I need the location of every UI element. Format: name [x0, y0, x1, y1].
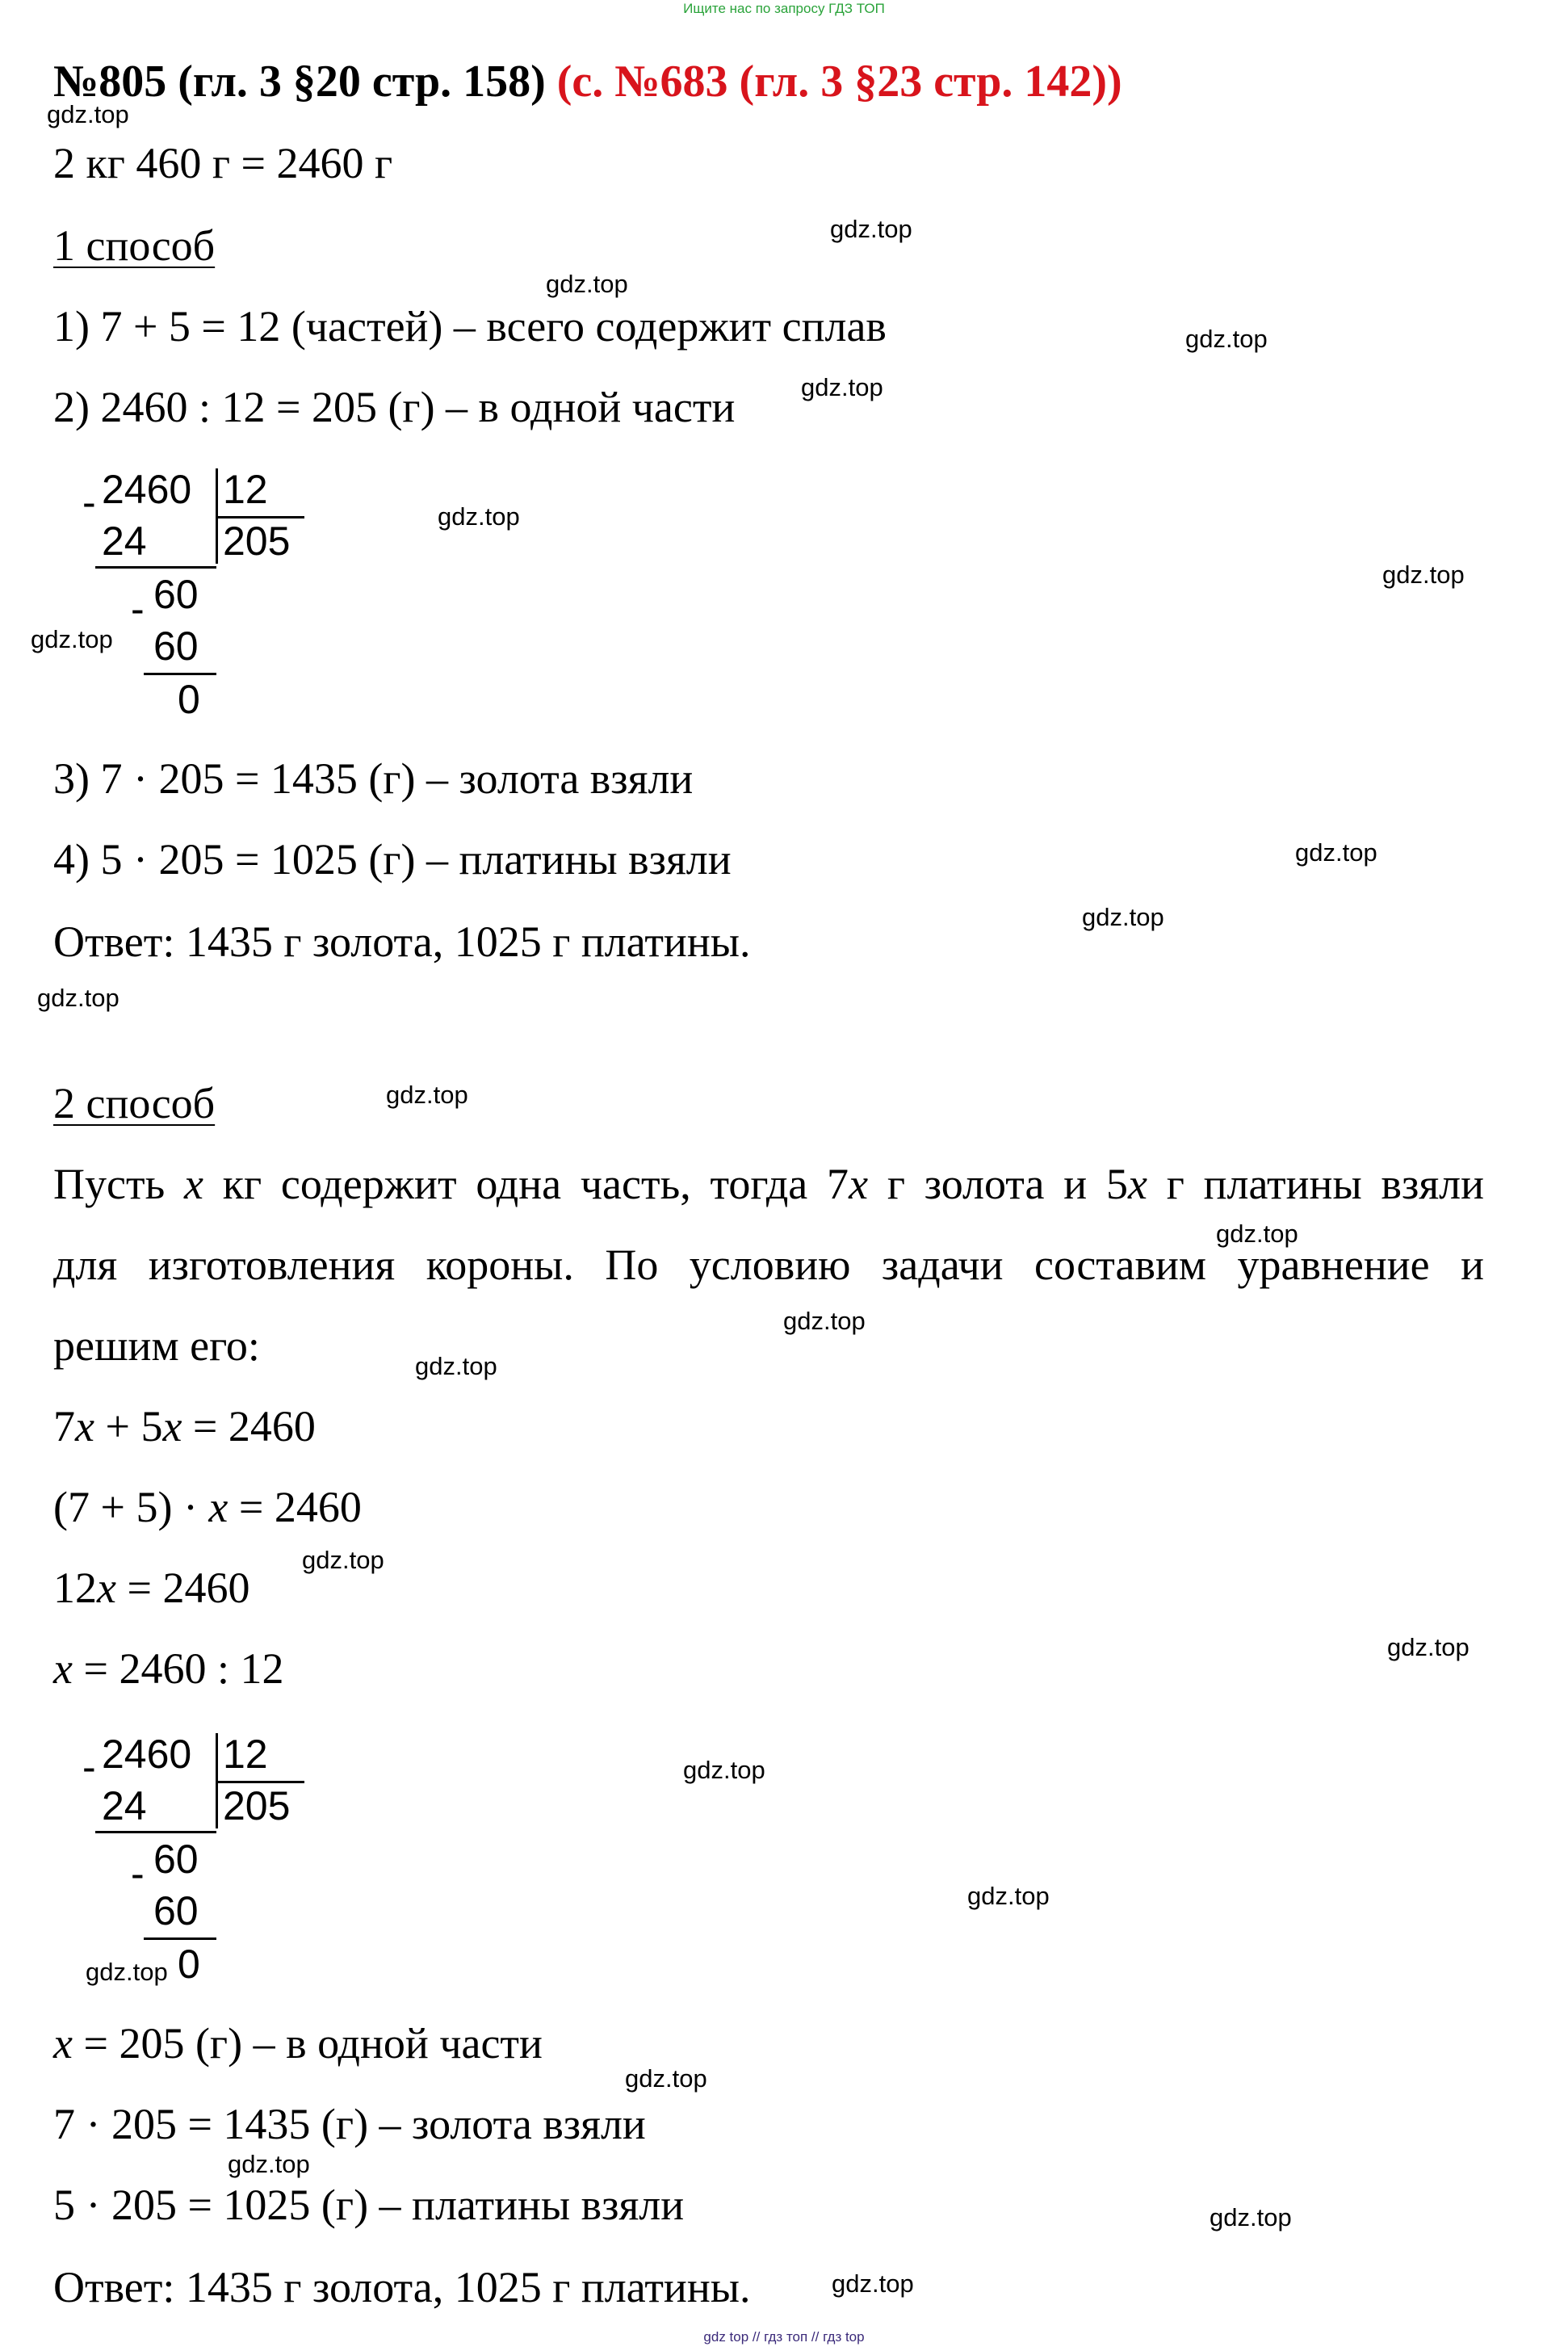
variable-x: x — [208, 1483, 228, 1531]
division2-divisor: 12 — [223, 1732, 268, 1777]
intro-var-3: x — [1127, 1160, 1147, 1208]
method1-step1: 1) 7 + 5 = 12 (частей) – всего содержит сплав — [53, 302, 887, 351]
division2-dividend: 2460 — [102, 1732, 192, 1777]
division-minus: - — [82, 480, 96, 525]
watermark: gdz.top — [830, 215, 912, 243]
intro-text-4: г платины взяли — [1166, 1160, 1485, 1208]
watermark: gdz.top — [415, 1352, 497, 1380]
intro-text-3: г золота и 5 — [887, 1160, 1128, 1208]
method1-heading: 1 способ — [53, 221, 216, 270]
division-line-1 — [95, 566, 216, 569]
watermark: gdz.top — [1295, 838, 1377, 867]
title-main: №805 (гл. 3 §20 стр. 158) — [53, 57, 546, 107]
watermark: gdz.top — [47, 100, 129, 128]
watermark: gdz.top — [1185, 325, 1268, 353]
equation-4: x = 2460 : 12 — [53, 1644, 284, 1693]
division-minus-2: - — [131, 586, 145, 632]
result-2: 7 · 205 = 1435 (г) – золота взяли — [53, 2100, 646, 2148]
intro-var-1: x — [183, 1160, 203, 1208]
watermark: gdz.top — [1082, 903, 1164, 931]
result-3: 5 · 205 = 1025 (г) – платины взяли — [53, 2181, 685, 2229]
page-title — [53, 55, 1122, 108]
method1-step3: 3) 7 · 205 = 1435 (г) – золота взяли — [53, 754, 694, 803]
watermark: gdz.top — [31, 625, 113, 653]
division-subtrahend-1: 24 — [102, 518, 147, 564]
method1-step2: 2) 2460 : 12 = 205 (г) – в одной части — [53, 383, 736, 431]
division-divisor: 12 — [223, 467, 268, 512]
division2-minus: - — [82, 1744, 96, 1790]
watermark: gdz.top — [1210, 2203, 1292, 2231]
division2-subtrahend-1: 24 — [102, 1783, 147, 1828]
variable-x: x — [53, 1644, 73, 1693]
watermark: gdz.top — [801, 373, 883, 401]
top-banner: Ищите нас по запросу ГДЗ ТОП — [683, 1, 885, 16]
method1-answer: Ответ: 1435 г золота, 1025 г платины. — [53, 917, 751, 966]
watermark: gdz.top — [228, 2150, 310, 2178]
division-result: 0 — [178, 677, 200, 722]
division-dividend: 2460 — [102, 467, 192, 512]
division2-line-1 — [95, 1831, 216, 1833]
watermark: gdz.top — [438, 502, 520, 531]
conversion-line: 2 кг 460 г = 2460 г — [53, 139, 393, 187]
method2-intro-line3: решим его: — [53, 1321, 260, 1370]
division2-result: 0 — [178, 1942, 200, 1987]
variable-x: x — [162, 1402, 182, 1450]
equation-2: (7 + 5) · x = 2460 — [53, 1483, 362, 1531]
equation-1: 7x + 5x = 2460 — [53, 1402, 316, 1450]
variable-x: x — [53, 2019, 73, 2068]
method2-intro-line1 — [53, 1158, 1484, 1210]
result-1: x = 205 (г) – в одной части — [53, 2019, 543, 2068]
variable-x: x — [97, 1564, 116, 1612]
division2-remainder-1: 60 — [153, 1837, 199, 1882]
division2-minus-2: - — [131, 1851, 145, 1896]
intro-text-2: кг содержит одна часть, тогда 7 — [222, 1160, 849, 1208]
division2-subtrahend-2: 60 — [153, 1888, 199, 1933]
bottom-banner: gdz top // гдз топ // гдз top — [703, 2329, 865, 2345]
watermark: gdz.top — [86, 1958, 168, 1986]
watermark: gdz.top — [302, 1546, 384, 1574]
watermark: gdz.top — [1387, 1633, 1469, 1661]
watermark: gdz.top — [625, 2064, 707, 2093]
variable-x: x — [75, 1402, 94, 1450]
division-quotient: 205 — [223, 518, 291, 564]
division2-quotient: 205 — [223, 1783, 291, 1828]
watermark: gdz.top — [783, 1307, 866, 1335]
watermark: gdz.top — [1216, 1220, 1298, 1248]
intro-text-1: Пусть — [53, 1160, 166, 1208]
intro-var-2: x — [849, 1160, 869, 1208]
watermark: gdz.top — [832, 2269, 914, 2298]
watermark: gdz.top — [37, 984, 119, 1012]
watermark: gdz.top — [386, 1081, 468, 1109]
method2-intro-line2: для изготовления короны. По условию задачи составим уравнение и — [53, 1241, 1484, 1289]
equation-3: 12x = 2460 — [53, 1564, 250, 1612]
watermark: gdz.top — [967, 1882, 1050, 1910]
method1-step4: 4) 5 · 205 = 1025 (г) – платины взяли — [53, 835, 732, 884]
method2-heading: 2 способ — [53, 1079, 216, 1127]
division-subtrahend-2: 60 — [153, 623, 199, 669]
method2-answer: Ответ: 1435 г золота, 1025 г платины. — [53, 2263, 751, 2311]
division-remainder-1: 60 — [153, 572, 199, 617]
watermark: gdz.top — [1382, 560, 1465, 589]
watermark: gdz.top — [683, 1756, 765, 1784]
watermark: gdz.top — [546, 270, 628, 298]
title-alt: (с. №683 (гл. 3 §23 стр. 142)) — [556, 57, 1122, 107]
